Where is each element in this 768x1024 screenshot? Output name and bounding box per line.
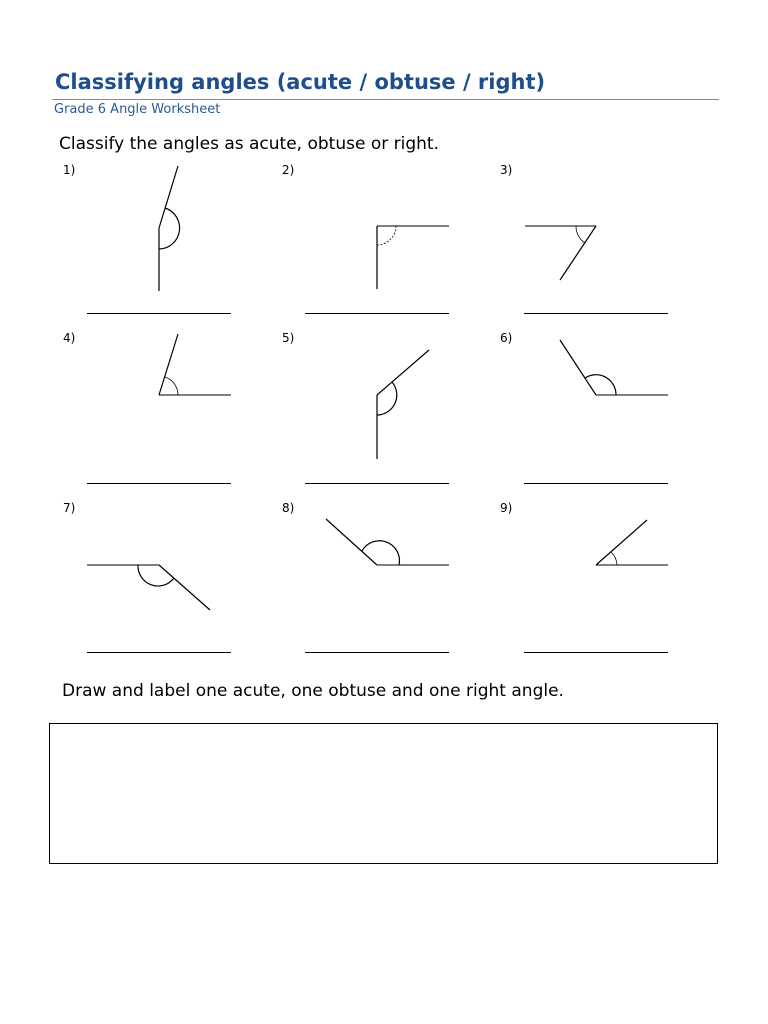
angle-figure-9	[596, 520, 668, 565]
page-subtitle: Grade 6 Angle Worksheet	[54, 102, 221, 117]
classify-instruction: Classify the angles as acute, obtuse or right.	[59, 134, 439, 154]
angle-figure-8	[326, 519, 449, 565]
answer-line-9[interactable]	[524, 652, 668, 653]
problem-number-2: 2)	[282, 163, 295, 177]
draw-instruction: Draw and label one acute, one obtuse and one right angle.	[62, 681, 564, 701]
problem-number-4: 4)	[63, 331, 76, 345]
problem-number-6: 6)	[500, 331, 513, 345]
problem-number-9: 9)	[500, 501, 513, 515]
answer-line-8[interactable]	[305, 652, 449, 653]
problem-number-3: 3)	[500, 163, 513, 177]
drawing-area[interactable]	[49, 723, 718, 864]
problem-number-5: 5)	[282, 331, 295, 345]
answer-line-7[interactable]	[87, 652, 231, 653]
problem-number-1: 1)	[63, 163, 76, 177]
angle-figure-7	[87, 565, 210, 610]
problem-number-7: 7)	[63, 501, 76, 515]
problem-number-8: 8)	[282, 501, 295, 515]
page-title: Classifying angles (acute / obtuse / right)	[55, 70, 546, 94]
